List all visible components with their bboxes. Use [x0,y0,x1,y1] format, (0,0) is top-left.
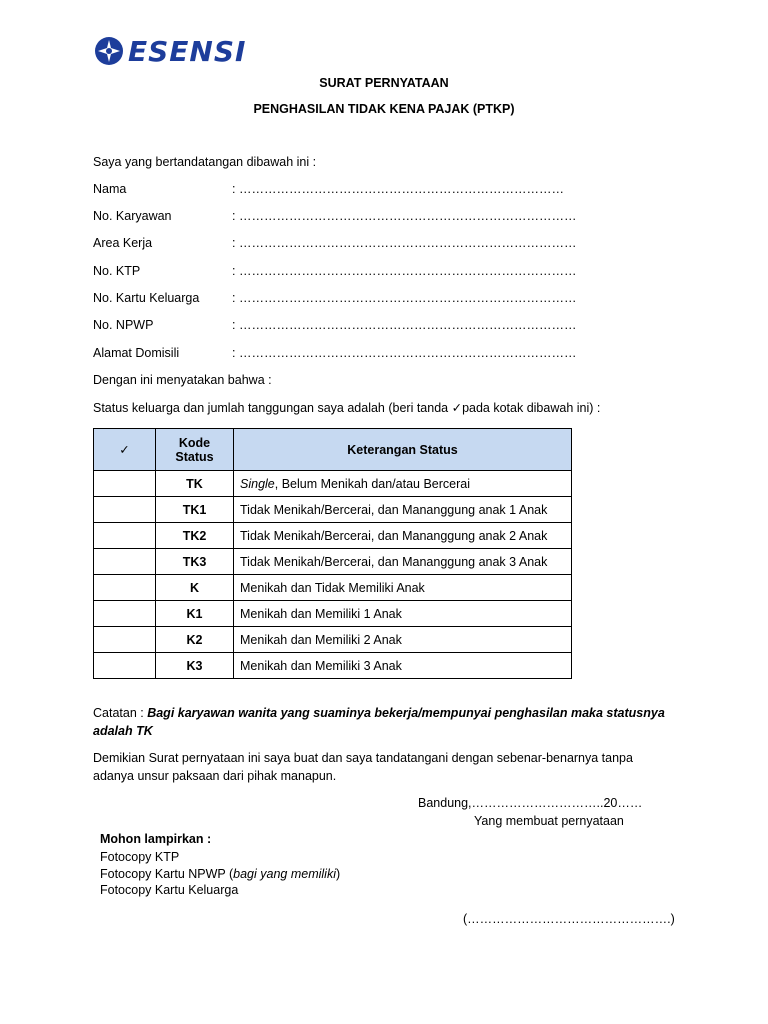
signature-line: (………………………………………….) [463,912,675,926]
status-instruction-b: pada kotak dibawah ini) : [462,401,601,415]
field-value-area: : ……………………………………………………………………… [232,236,577,250]
intro-text: Saya yang bertandatangan dibawah ini : [93,155,317,169]
place-date: Bandung,…………………………..20…… [418,796,643,810]
check-cell[interactable] [94,575,156,601]
field-label-npwp: No. NPWP [93,318,154,332]
closing-line2: adanya unsur paksaan dari pihak manapun. [93,769,337,783]
checkmark-icon: ✓ [451,401,463,415]
field-value-alamat: : ……………………………………………………………………… [232,346,577,360]
status-description-text: , Belum Menikah dan/atau Bercerai [274,476,470,491]
field-value-nama: : …………………………………………………………………… [232,182,564,196]
header-check: ✓ [94,429,156,471]
note-label: Catatan : [93,706,148,720]
field-label-karyawan: No. Karyawan [93,209,172,223]
check-cell[interactable] [94,523,156,549]
attachment-item-npwp: Fotocopy Kartu NPWP ( [100,867,234,881]
status-description: Tidak Menikah/Bercerai, dan Mananggung anak 3 Anak [234,549,572,575]
table-row [94,471,572,497]
attachment-item [100,867,340,881]
header-code-line1: Kode [178,435,211,450]
status-instruction [93,400,600,415]
check-cell[interactable] [94,627,156,653]
table-row [94,523,572,549]
field-label-kk: No. Kartu Keluarga [93,291,200,305]
company-logo [94,36,246,66]
logo-text: ESENSI [128,34,247,68]
status-description-italic: Single [240,476,275,491]
check-cell[interactable] [94,549,156,575]
field-label-ktp: No. KTP [93,264,141,278]
document-subtitle: PENGHASILAN TIDAK KENA PAJAK (PTKP) [253,102,515,116]
status-instruction-a: Status keluarga dan jumlah tanggungan saya adalah (beri tanda [93,401,452,415]
status-description: Tidak Menikah/Bercerai, dan Mananggung anak 2 Anak [234,523,572,549]
status-description: Menikah dan Tidak Memiliki Anak [234,575,572,601]
declaration-text: Dengan ini menyatakan bahwa : [93,373,272,387]
table-row [94,549,572,575]
field-value-karyawan: : ……………………………………………………………………… [232,209,577,223]
attachments-title: Mohon lampirkan : [100,832,212,846]
status-code: TK3 [156,549,234,575]
status-description: Menikah dan Memiliki 3 Anak [234,653,572,679]
status-code: K2 [156,627,234,653]
field-label-area: Area Kerja [93,236,153,250]
status-description [234,471,572,497]
status-description: Menikah dan Memiliki 1 Anak [234,601,572,627]
note [93,706,665,720]
attachment-item-npwp-note: bagi yang memiliki [233,867,336,881]
check-cell[interactable] [94,653,156,679]
attachment-item-npwp-close: ) [335,867,341,881]
note-text-line1: Bagi karyawan wanita yang suaminya bekerja/mempunyai penghasilan maka statusnya [147,706,665,720]
attachment-item: Fotocopy KTP [100,850,180,864]
status-description: Tidak Menikah/Bercerai, dan Mananggung anak 1 Anak [234,497,572,523]
table-row [94,653,572,679]
note-text-line2: adalah TK [93,724,153,738]
status-code: TK2 [156,523,234,549]
header-description: Keterangan Status [234,429,572,471]
status-code: K1 [156,601,234,627]
table-row [94,575,572,601]
status-code: TK [156,471,234,497]
table-row [94,627,572,653]
field-label-alamat: Alamat Domisili [93,346,180,360]
status-code: TK1 [156,497,234,523]
check-cell[interactable] [94,601,156,627]
table-header-row [94,429,572,471]
field-value-ktp: : ……………………………………………………………………… [232,264,577,278]
esensi-star-icon [94,36,124,66]
header-code [156,429,234,471]
status-table [93,428,572,679]
table-row [94,601,572,627]
header-code-line2: Status [175,449,214,464]
check-cell[interactable] [94,471,156,497]
status-code: K3 [156,653,234,679]
attachment-item: Fotocopy Kartu Keluarga [100,883,239,897]
status-code: K [156,575,234,601]
status-description: Menikah dan Memiliki 2 Anak [234,627,572,653]
signer-label: Yang membuat pernyataan [474,814,624,828]
field-value-kk: : ……………………………………………………………………… [232,291,577,305]
document-title: SURAT PERNYATAAN [319,76,449,90]
closing-line1: Demikian Surat pernyataan ini saya buat dan saya tandatangani dengan sebenar-benarnya tanpa [93,751,633,765]
check-cell[interactable] [94,497,156,523]
field-label-nama: Nama [93,182,127,196]
field-value-npwp: : ……………………………………………………………………… [232,318,577,332]
table-row [94,497,572,523]
